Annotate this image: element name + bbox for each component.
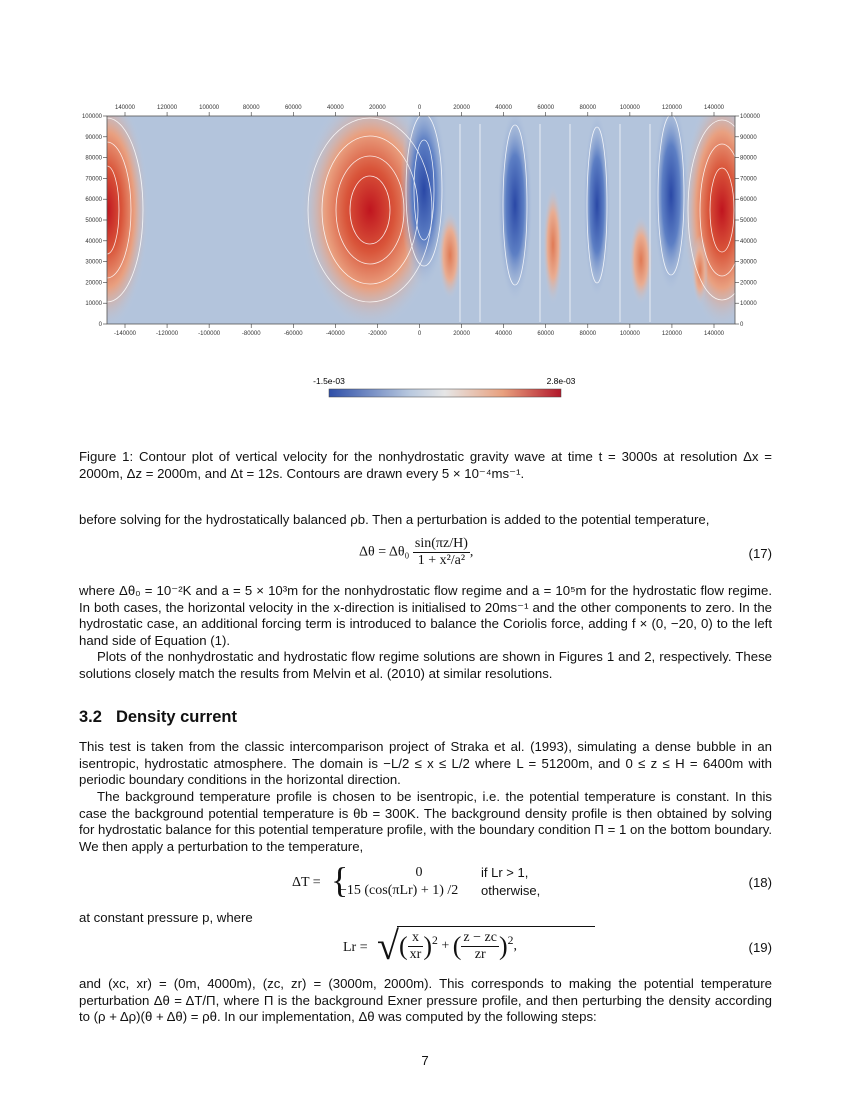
colorbar-min-label: -1.5e-03 <box>313 376 345 386</box>
eq19-z-numerator: z − zc <box>463 930 497 945</box>
equation-18 <box>79 862 772 906</box>
colorbar-max-label: 2.8e-03 <box>546 376 576 386</box>
y-tick-label-right: 70000 <box>740 176 757 183</box>
paragraph-4: This test is taken from the classic intercomparison project of Straka et al. (1993), simulating a dense bubble in an isentropic, hydrostatic atmosphere. The domain is −L/2 ≤ x ≤ L/2 where L = 51200m, and 0 ≤ z ≤ H = 6400m with periodic boundary conditions in the horizontal direction. <box>79 739 772 787</box>
bottom-tick-label: 140000 <box>703 331 725 337</box>
paragraph-5: The background temperature profile is chosen to be isentropic, i.e. the potential temperature is constant. In this case the background potential temperature is θb = 300K. The background density profile is then obtained by solving for hydrostatic balance for this potential temperature profile, with the boundary condition Π = 1 on the bottom boundary. We then apply a perturbation to the temperature, <box>79 789 772 854</box>
bottom-tick-label: 20000 <box>453 331 470 337</box>
y-tick-label-left: 20000 <box>85 280 102 287</box>
bottom-tick-label: -80000 <box>241 331 261 337</box>
bottom-tick-label: -40000 <box>326 331 345 337</box>
top-tick-label: 40000 <box>327 105 344 111</box>
eq19-sqrt: √ <box>377 923 399 968</box>
paragraph-1: before solving for the hydrostatically balanced ρb. Then a perturbation is added to the potential temperature, <box>79 512 710 527</box>
y-tick-label-right: 0 <box>740 322 744 328</box>
eq18-case1-condition: if Lr > 1, <box>481 865 529 880</box>
eq17-lhs: Δθ = Δθ₀ <box>359 544 410 560</box>
bottom-tick-label: -120000 <box>156 331 179 337</box>
top-tick-label: 120000 <box>157 105 178 111</box>
top-tick-label: 100000 <box>619 105 640 111</box>
top-axis-ticks <box>115 105 725 116</box>
equation-19 <box>79 924 772 972</box>
paragraph-3: Plots of the nonhydrostatic and hydrostatic flow regime solutions are shown in Figures 1 and 2, respectively. These solutions closely match the results from Melvin et al. (2010) at similar resolutions. <box>79 649 772 681</box>
bottom-tick-label: 40000 <box>495 331 512 337</box>
y-tick-label-right: 60000 <box>740 197 757 204</box>
eq19-number: (19) <box>748 940 772 955</box>
top-tick-label: 0 <box>417 105 422 111</box>
paragraph-2: where Δθ₀ = 10⁻²K and a = 5 × 10³m for the nonhydrostatic flow regime and a = 10⁵m for the hydrostatic flow regime. In both cases, the horizontal velocity in the x-direction is initialised to 20ms⁻¹ and the other components to zero. In the hydrostatic case, an additional forcing term is introduced to balance the Coriolis force, adding f × (0, −20, 0) to the left hand side of Equation (1). <box>79 583 772 648</box>
y-tick-label-right: 90000 <box>740 134 757 141</box>
bottom-tick-label: -100000 <box>198 331 221 337</box>
eq17-numerator: sin(πz/H) <box>414 536 468 551</box>
eq19-x-denominator: xr <box>409 947 422 962</box>
eq18-case2-value: −15 (cos(πLr) + 1) /2 <box>339 883 459 898</box>
top-tick-label: 60000 <box>537 105 555 111</box>
top-tick-label: 140000 <box>703 105 725 111</box>
eq19-body: ( $\frac{x}{xr}$ )$^2$ + ( $\frac{z - zc}{zr}$ )$^2$, <box>399 930 517 962</box>
y-tick-label-right: 30000 <box>740 259 757 266</box>
eq18-brace: { <box>331 860 349 900</box>
y-tick-label-right: 10000 <box>740 301 757 308</box>
y-tick-label-left: 80000 <box>85 155 102 162</box>
eq18-number: (18) <box>748 875 772 890</box>
y-tick-label-left: 100000 <box>81 114 102 120</box>
section-number: 3.2 <box>79 708 102 726</box>
bottom-tick-label: 60000 <box>537 331 555 337</box>
y-tick-label-right: 20000 <box>740 280 757 287</box>
y-tick-label-left: 50000 <box>85 218 102 224</box>
contour-figure <box>0 0 850 410</box>
eq19-x-numerator: x <box>408 930 424 947</box>
y-tick-label-left: 30000 <box>85 259 102 266</box>
y-tick-label-right: 40000 <box>740 238 757 245</box>
top-tick-label: 140000 <box>114 105 136 111</box>
top-tick-label: 80000 <box>579 105 597 111</box>
bottom-tick-label: -20000 <box>368 331 387 337</box>
bottom-tick-label: 120000 <box>661 331 682 337</box>
equation-17 <box>79 536 772 576</box>
page-number: 7 <box>421 1053 429 1068</box>
y-tick-label-right: 100000 <box>740 114 761 120</box>
bottom-axis-ticks <box>114 324 725 337</box>
bottom-tick-label: 100000 <box>619 331 640 337</box>
y-tick-label-right: 80000 <box>740 155 757 162</box>
figure-caption: Figure 1: Contour plot of vertical velocity for the nonhydrostatic gravity wave at time t = 3000s at resolution Δx = 2000m, Δz = 2000m, and Δt = 12s. Contours are drawn every 5 × 10⁻⁴ms⁻¹. <box>79 449 772 481</box>
section-title: Density current <box>115 708 237 726</box>
top-tick-label: 40000 <box>495 105 512 111</box>
paragraph-7: and (xc, xr) = (0m, 4000m), (zc, zr) = (3000m, 2000m). This corresponds to making the potential temperature perturbation Δθ = ΔT/Π, where Π is the background Exner pressure profile, and then perturbing the density according to (ρ + Δρ)(θ + Δθ) = ρθ. In our implementation, Δθ was computed by the following steps: <box>79 976 772 1024</box>
top-tick-label: 80000 <box>242 105 260 111</box>
top-tick-label: 20000 <box>369 105 386 111</box>
eq17-number: (17) <box>748 546 772 561</box>
y-tick-label-left: 0 <box>98 322 102 328</box>
eq18-case2-condition: otherwise, <box>481 883 541 898</box>
eq18-case1-value: 0 <box>415 865 423 880</box>
bottom-tick-label: -140000 <box>113 331 137 337</box>
eq19-sqrt-bar <box>397 926 595 927</box>
y-tick-label-left: 10000 <box>85 301 102 308</box>
eq18-lhs: ΔT = <box>292 875 321 890</box>
eq17-tail: , <box>469 544 474 560</box>
y-tick-label-left: 40000 <box>85 238 102 245</box>
bottom-tick-label: 0 <box>417 331 422 337</box>
top-tick-label: 100000 <box>199 105 220 111</box>
eq17-denominator: 1 + x²/a² <box>417 553 466 568</box>
top-tick-label: 20000 <box>453 105 470 111</box>
top-tick-label: 120000 <box>661 105 682 111</box>
eq19-lhs: Lr = <box>343 940 368 955</box>
bottom-tick-label: 80000 <box>579 331 597 337</box>
section-heading <box>79 708 251 727</box>
y-tick-label-left: 90000 <box>85 134 102 141</box>
y-tick-label-left: 60000 <box>85 197 102 204</box>
eq17-fraction <box>413 536 470 569</box>
paragraph-6: at constant pressure p, where <box>79 910 253 925</box>
bottom-tick-label: -60000 <box>283 331 303 337</box>
y-tick-label-right: 50000 <box>740 218 757 224</box>
eq19-z-denominator: zr <box>474 947 486 962</box>
colorbar <box>329 389 561 397</box>
eq19-tail: , <box>513 938 517 954</box>
y-tick-label-left: 70000 <box>85 176 102 183</box>
top-tick-label: 60000 <box>284 105 302 111</box>
